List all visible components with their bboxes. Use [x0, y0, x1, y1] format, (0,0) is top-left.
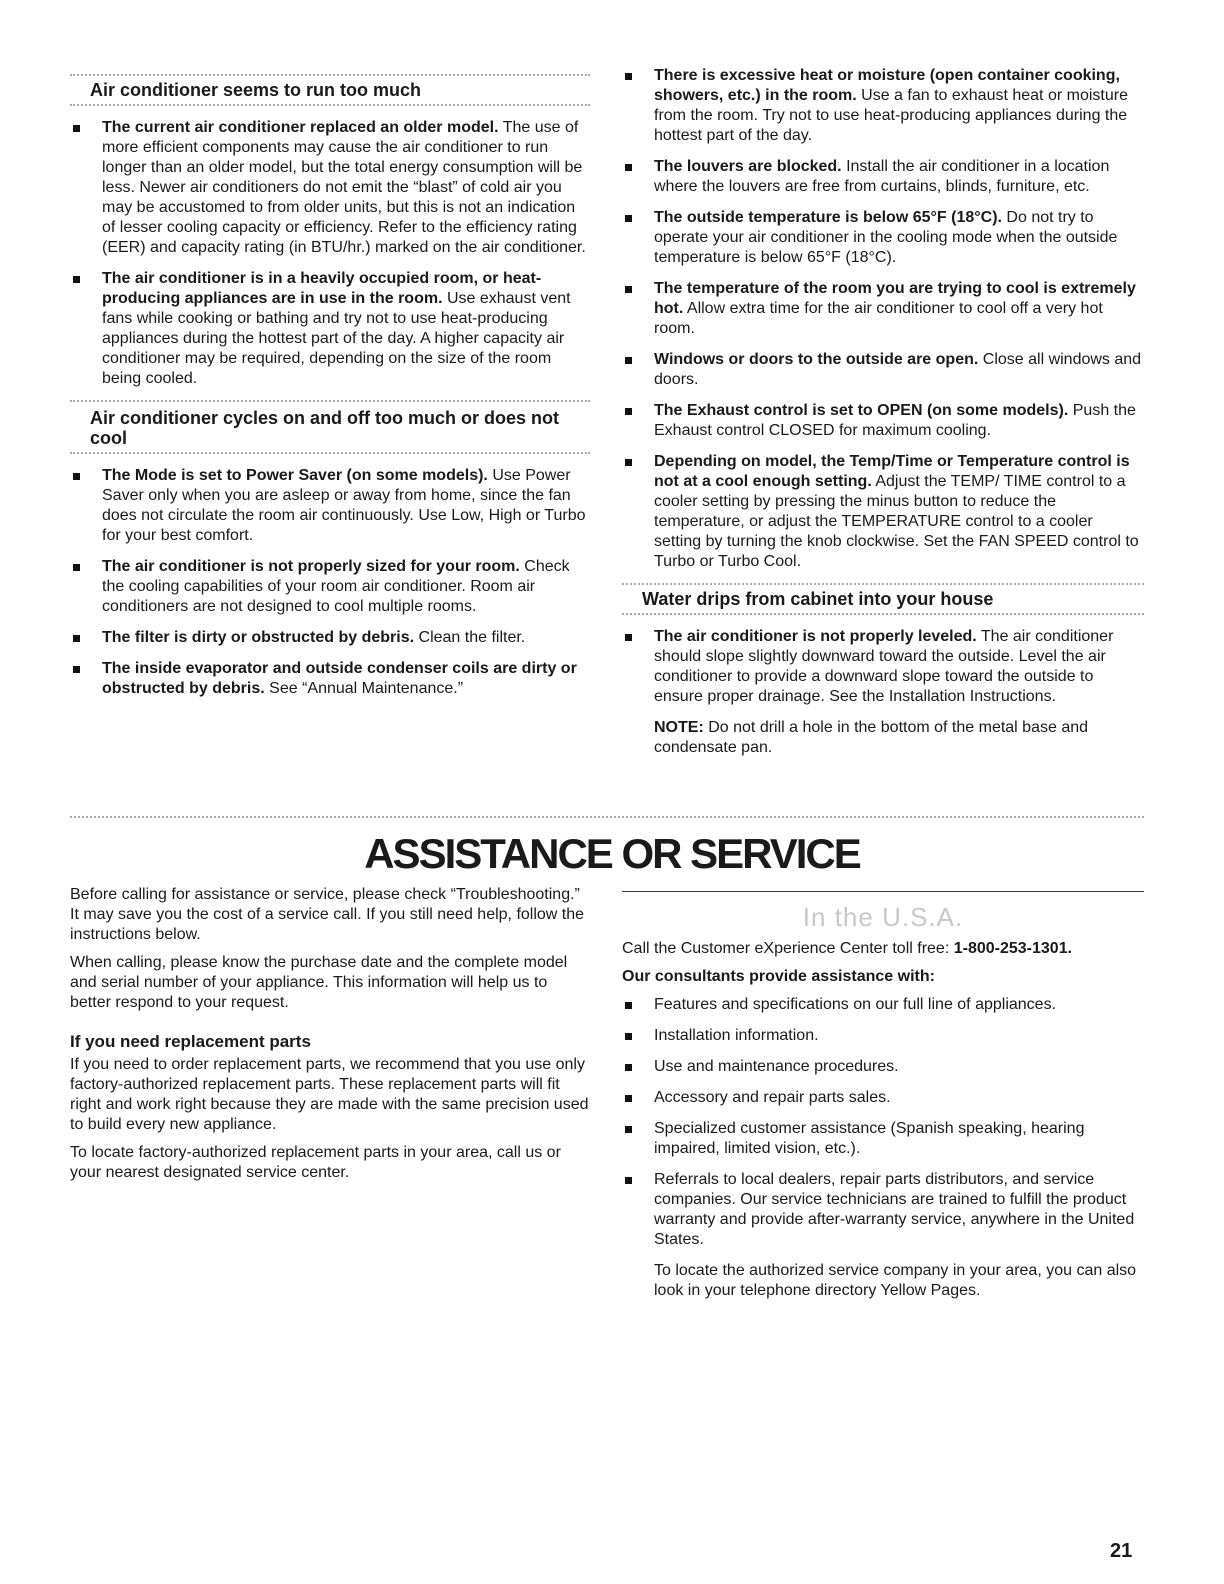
item-text: Clean the filter.	[414, 629, 526, 646]
item-text: Push the Exhaust control CLOSED for maximum cooling.	[654, 402, 1136, 439]
list-item: Installation information.	[622, 1026, 1144, 1046]
note	[622, 718, 1144, 758]
parts-heading: If you need replacement parts	[70, 1032, 311, 1051]
item-text: Do not try to operate your air conditioner in the cooling mode when the outside temperature is below 65°F (18°C).	[654, 209, 1118, 266]
section-divider	[70, 816, 1144, 818]
item-text: See “Annual Maintenance.”	[264, 680, 464, 697]
divider	[622, 891, 1144, 892]
closing-paragraph: To locate the authorized service company in your area, you can also look in your telephone directory Yellow Pages.	[654, 1262, 1137, 1299]
item-bold: The current air conditioner replaced an older model.	[102, 119, 499, 136]
list-item	[70, 118, 590, 258]
consultants-heading: Our consultants provide assistance with:	[622, 968, 935, 985]
list-item	[622, 208, 1144, 268]
note-label: NOTE:	[654, 719, 704, 736]
item-text: Adjust the TEMP/ TIME control to a cooler setting by pressing the minus button to reduce the temperature, or adjust the TEMPERATURE control to a cooler setting by turning the knob clockwise. Set the FAN SPEED control to Turbo or Turbo Cool.	[654, 473, 1139, 570]
divider	[70, 452, 590, 454]
item-bold: The temperature of the room you are trying to cool is extremely hot.	[654, 280, 1136, 317]
list-item	[70, 557, 590, 617]
item-bold: Windows or doors to the outside are open.	[654, 351, 979, 368]
list-item	[70, 628, 590, 648]
section-heading-runs-too-much: Air conditioner seems to run too much	[90, 80, 422, 100]
parts-paragraph: If you need to order replacement parts, we recommend that you use only factory-authorized replacement parts. These replacement parts will fit right and work right because they are made with the same precision used to build every new appliance.	[70, 1056, 589, 1133]
usa-heading: In the U.S.A.	[802, 902, 964, 932]
intro-paragraph: Before calling for assistance or service, please check “Troubleshooting.” It may save you the cost of a service call. If you still need help, follow the instructions below.	[70, 886, 585, 943]
item-bold: The Mode is set to Power Saver (on some models).	[102, 467, 488, 484]
item-text: Use a fan to exhaust heat or moisture from the room. Try not to use heat-producing appliances during the hottest part of the day.	[654, 87, 1128, 144]
list-item	[622, 279, 1144, 339]
list-item	[622, 401, 1144, 441]
item-text: Install the air conditioner in a location where the louvers are free from curtains, blinds, furniture, etc.	[654, 158, 1110, 195]
page-number: 21	[1110, 1540, 1133, 1562]
item-bold: The air conditioner is not properly sized for your room.	[102, 558, 520, 575]
list-item	[622, 452, 1144, 572]
item-text: Use Power Saver only when you are asleep or away from home, since the fan does not circulate the room air continuously. Use Low, High or Turbo for your best comfort.	[102, 467, 586, 544]
list-item: Features and specifications on our full line of appliances.	[622, 995, 1144, 1015]
item-text: Close all windows and doors.	[654, 351, 1142, 388]
services-list	[622, 995, 1144, 1250]
item-bold: The filter is dirty or obstructed by debris.	[102, 629, 415, 646]
item-text: Use exhaust vent fans while cooking or bathing and try not to use heat-producing appliances during the hottest part of the day. A higher capacity air conditioner may be required, depending on the size of the room being cooled.	[102, 290, 571, 387]
item-text: The use of more efficient components may cause the air conditioner to run longer than an older model, but the total energy consumption will be less. Newer air conditioners do not emit the “blast” of cold air you may be accustomed to from older units, but this is not an indication of lesser cooling capacity or efficiency. Refer to the efficiency rating (EER) and capacity rating (in BTU/hr.) marked on the air conditioner.	[102, 119, 586, 256]
page-title: ASSISTANCE OR SERVICE	[364, 830, 860, 877]
item-text: Allow extra time for the air conditioner to cool off a very hot room.	[654, 300, 1103, 337]
bullet-list	[622, 66, 1144, 572]
item-bold: There is excessive heat or moisture (open container cooking, showers, etc.) in the room.	[654, 67, 1120, 104]
call-line	[622, 939, 1144, 959]
bullet-list	[622, 627, 1144, 707]
section-heading-water-drips: Water drips from cabinet into your house	[642, 589, 994, 609]
list-item: Use and maintenance procedures.	[622, 1057, 1144, 1077]
section-heading-cycles: Air conditioner cycles on and off too much or does not cool	[90, 408, 560, 448]
list-item	[622, 157, 1144, 197]
parts-paragraph: To locate factory-authorized replacement parts in your area, call us or your nearest designated service center.	[70, 1144, 561, 1181]
item-bold: The Exhaust control is set to OPEN (on some models).	[654, 402, 1069, 419]
item-bold: The air conditioner is not properly leveled.	[654, 628, 977, 645]
call-text: Call the Customer eXperience Center toll free:	[622, 940, 954, 957]
list-item	[622, 350, 1144, 390]
intro-paragraph: When calling, please know the purchase date and the complete model and serial number of your appliance. This information will help us to better respond to your request.	[70, 954, 568, 1011]
item-bold: The outside temperature is below 65°F (18°C).	[654, 209, 1002, 226]
list-item: Accessory and repair parts sales.	[622, 1088, 1144, 1108]
bullet-list	[70, 466, 590, 699]
right-column	[622, 66, 1144, 758]
item-bold: Depending on model, the Temp/Time or Temperature control is not at a cool enough setting.	[654, 453, 1130, 490]
bullet-list	[70, 118, 590, 389]
phone-number: 1-800-253-1301.	[953, 940, 1073, 957]
divider	[622, 613, 1144, 615]
item-bold: The louvers are blocked.	[654, 158, 842, 175]
assistance-right	[622, 885, 1144, 1301]
list-item	[70, 269, 590, 389]
assistance-left	[70, 885, 590, 1191]
item-bold: The inside evaporator and outside condenser coils are dirty or obstructed by debris.	[102, 660, 577, 697]
list-item	[70, 466, 590, 546]
left-column	[70, 74, 590, 710]
list-item: Referrals to local dealers, repair parts distributors, and service companies. Our service technicians are trained to fulfill the product warranty and provide after-warranty service, anywhere in the United States.	[622, 1170, 1144, 1250]
list-item	[622, 627, 1144, 707]
item-text: Check the cooling capabilities of your room air conditioner. Room air conditioners are not designed to cool multiple rooms.	[102, 558, 570, 615]
list-item	[622, 66, 1144, 146]
note-text: Do not drill a hole in the bottom of the metal base and condensate pan.	[654, 719, 1089, 756]
item-bold: The air conditioner is in a heavily occupied room, or heat-producing appliances are in use in the room.	[102, 270, 542, 307]
list-item: Specialized customer assistance (Spanish speaking, hearing impaired, limited vision, etc.).	[622, 1119, 1144, 1159]
item-text: The air conditioner should slope slightly downward toward the outside. Level the air conditioner to provide a downward slope toward the outside to ensure proper drainage. See the Installation Instructions.	[654, 628, 1114, 705]
list-item	[70, 659, 590, 699]
divider	[70, 104, 590, 106]
